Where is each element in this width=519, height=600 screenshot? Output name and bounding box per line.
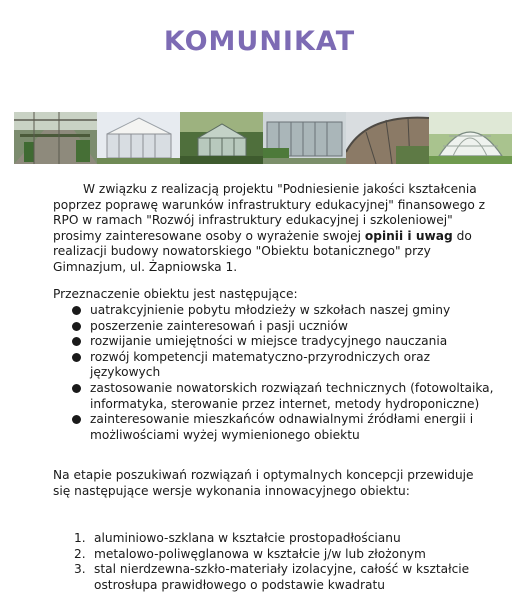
list-item-text: rozwój kompetencji matematyczno-przyrodniczych oraz językowych [90, 349, 431, 380]
greenhouse-corridor-photo [14, 112, 97, 164]
list-item-text: metalowo-poliwęglanowa w kształcie j/w lub złożonym [94, 546, 426, 561]
list-item [72, 334, 502, 350]
list-item [72, 412, 502, 443]
list-item-text: stal nierdzewna-szkło-materiały izolacyjne, całość w kształcie ostrosłupa prawidłowego o podstawie kwadratu [94, 562, 470, 592]
intro-paragraph [53, 182, 493, 276]
bullet-icon [72, 322, 81, 331]
list-item-text: aluminiowo-szklana w kształcie prostopadłościanu [94, 531, 401, 545]
glass-pavilion-photo [263, 112, 346, 164]
intro-text-part1: W związku z realizacją projektu "Podniesienie jakości kształcenia poprzez poprawę warunków infrastruktury edukacyjnej" finansowego z RPO w ramach "Rozwój infrastruktury edukacyjnej i szkoleniowej" prosimy zainteresowane osoby o wyrażenie swojej [53, 182, 486, 243]
list-item-text: zastosowanie nowatorskich rozwiązań technicznych (fotowoltaika, informatyka, sterowanie przez internet, metody hydroponiczne) [90, 380, 494, 411]
variants-intro: Na etapie poszukiwań rozwiązań i optymalnych koncepcji przewiduje się następujące wersje wykonania innowacyjnego obiektu: [53, 468, 474, 498]
dome-greenhouse-photo [429, 112, 512, 164]
list-item-text: zainteresowanie mieszkańców odnawialnymi źródłami energii i możliwościami wyżej wymienionego obiektu [90, 412, 474, 442]
list-item [72, 319, 502, 335]
list-item-text: uatrakcyjnienie pobytu młodzieży w szkołach naszej gminy [90, 303, 451, 317]
bullet-icon [72, 415, 81, 424]
photo-banner [14, 112, 512, 164]
list-item-text: poszerzenie zainteresowań i pasji uczniów [90, 318, 348, 333]
list-item [74, 562, 504, 593]
bullet-icon [72, 337, 81, 346]
bullet-icon [72, 384, 81, 393]
greenhouse-in-forest-photo [180, 112, 263, 164]
glass-orangery-photo [97, 112, 180, 164]
list-number: 2. [74, 546, 86, 561]
list-item-text: rozwijanie umiejętności w miejsce tradycyjnego nauczania [90, 334, 448, 349]
list-number: 1. [74, 531, 86, 545]
list-item [72, 303, 502, 319]
list-item [72, 350, 502, 381]
list-number: 3. [74, 562, 86, 577]
purpose-heading: Przeznaczenie obiektu jest następujące: [53, 287, 298, 301]
variants-list [74, 531, 504, 593]
intro-text-part2: do realizacji budowy nowatorskiego "Obiektu botanicznego" przy Gimnazjum, ul. Żapniowska 1. [53, 228, 472, 274]
bullet-icon [72, 353, 81, 362]
page-title: KOMUNIKAT [163, 26, 356, 57]
list-item [74, 531, 504, 547]
list-item [72, 381, 502, 412]
intro-text-bold: opinii i uwag [364, 228, 453, 243]
curved-glass-interior-photo [346, 112, 429, 164]
purpose-list [72, 303, 502, 443]
list-item [74, 547, 504, 563]
bullet-icon [72, 306, 81, 315]
